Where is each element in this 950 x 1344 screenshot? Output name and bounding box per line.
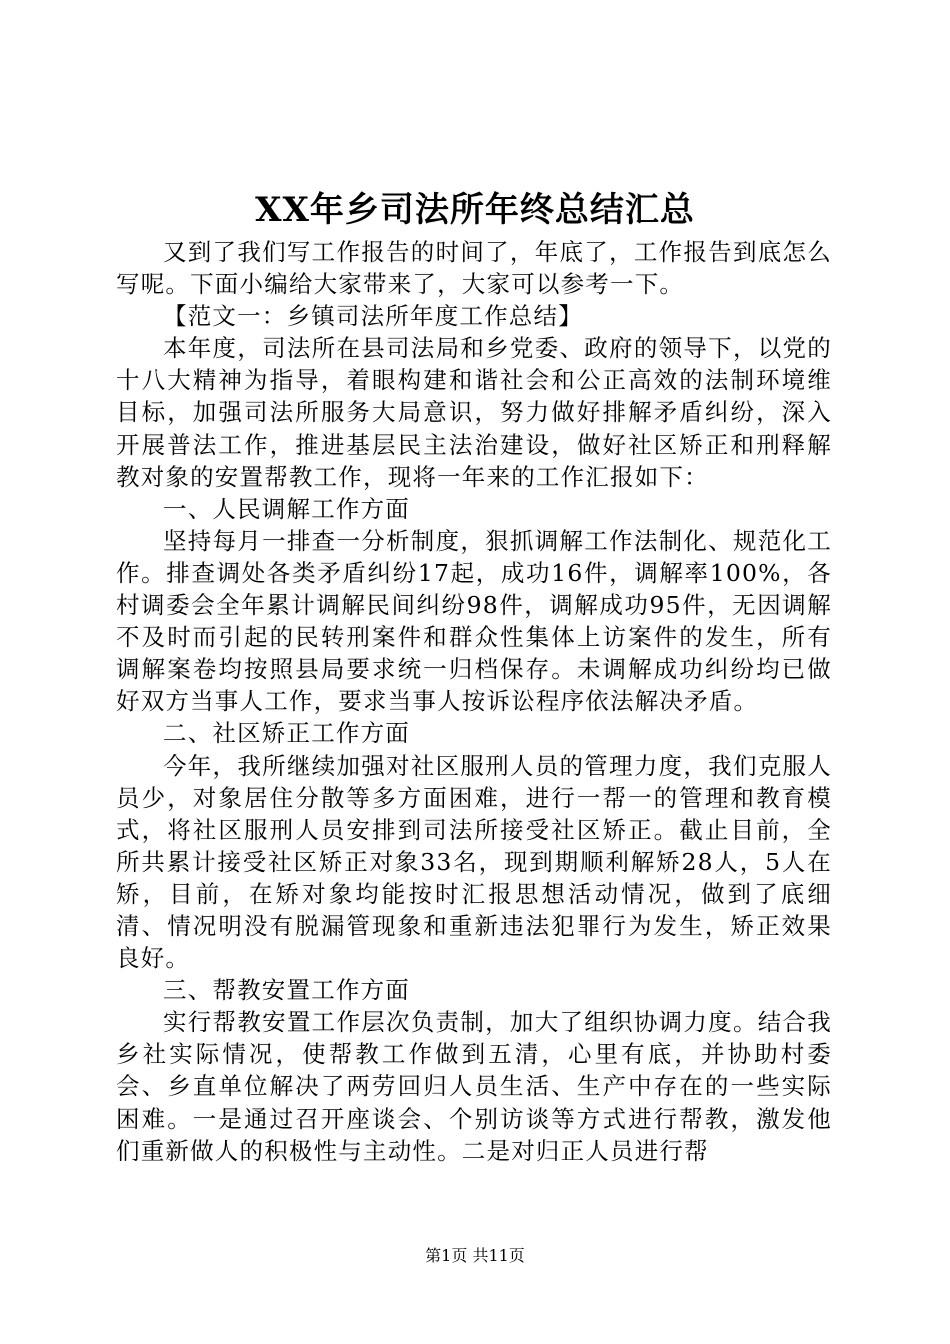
section-heading-community-correction: 二、社区矫正工作方面 (163, 719, 410, 748)
document-body (116, 236, 832, 1167)
paragraph-mediation: 坚持每月一排查一分析制度，狠抓调解工作法制化、规范化工作。排查调处各类矛盾纠纷17起，成功16件，调解率100%，各村调委会全年累计调解民间纠纷98件，调解成功95件，无因调解不及时而引起的民转刑案件和群众性集体上访案件的发生，所有调解案卷均按照县局要求统一归档保存。未调解成功纠纷均已做好双方当事人工作，要求当事人按诉讼程序依法解决矛盾。 (116, 526, 832, 716)
paragraph-community-correction: 今年，我所继续加强对社区服刑人员的管理力度，我们克服人员少，对象居住分散等多方面困难，进行一帮一的管理和教育模式，将社区服刑人员安排到司法所接受社区矫正。截止目前，全所共累计接受社区矫正对象33名，现到期顺利解矫28人，5人在矫，目前，在矫对象均能按时汇报思想活动情况，做到了底细清、情况明没有脱漏管现象和重新违法犯罪行为发生，矫正效果良好。 (116, 751, 832, 973)
document-title: XX年乡司法所年终总结汇总 (255, 190, 695, 230)
section-heading-mediation: 一、人民调解工作方面 (163, 494, 410, 523)
page-number-footer: 第1页 共11页 (425, 1246, 525, 1265)
paragraph-sample-heading: 【范文一：乡镇司法所年度工作总结】 (163, 302, 583, 331)
section-heading-resettlement: 三、帮教安置工作方面 (163, 976, 410, 1005)
paragraph-overview: 本年度，司法所在县司法局和乡党委、政府的领导下，以党的十八大精神为指导，着眼构建和谐社会和公正高效的法制环境维目标，加强司法所服务大局意识，努力做好排解矛盾纠纷，深入开展普法工作，推进基层民主法治建设，做好社区矫正和刑释解教对象的安置帮教工作，现将一年来的工作汇报如下： (116, 334, 832, 491)
paragraph-resettlement: 实行帮教安置工作层次负责制，加大了组织协调力度。结合我乡社实际情况，使帮教工作做到五清，心里有底，并协助村委会、乡直单位解决了两劳回归人员生活、生产中存在的一些实际困难。一是通过召开座谈会、个别访谈等方式进行帮教，激发他们重新做人的积极性与主动性。二是对归正人员进行帮 (116, 1008, 832, 1165)
paragraph-intro: 又到了我们写工作报告的时间了，年底了，工作报告到底怎么写呢。下面小编给大家带来了，大家可以参考一下。 (116, 238, 832, 299)
